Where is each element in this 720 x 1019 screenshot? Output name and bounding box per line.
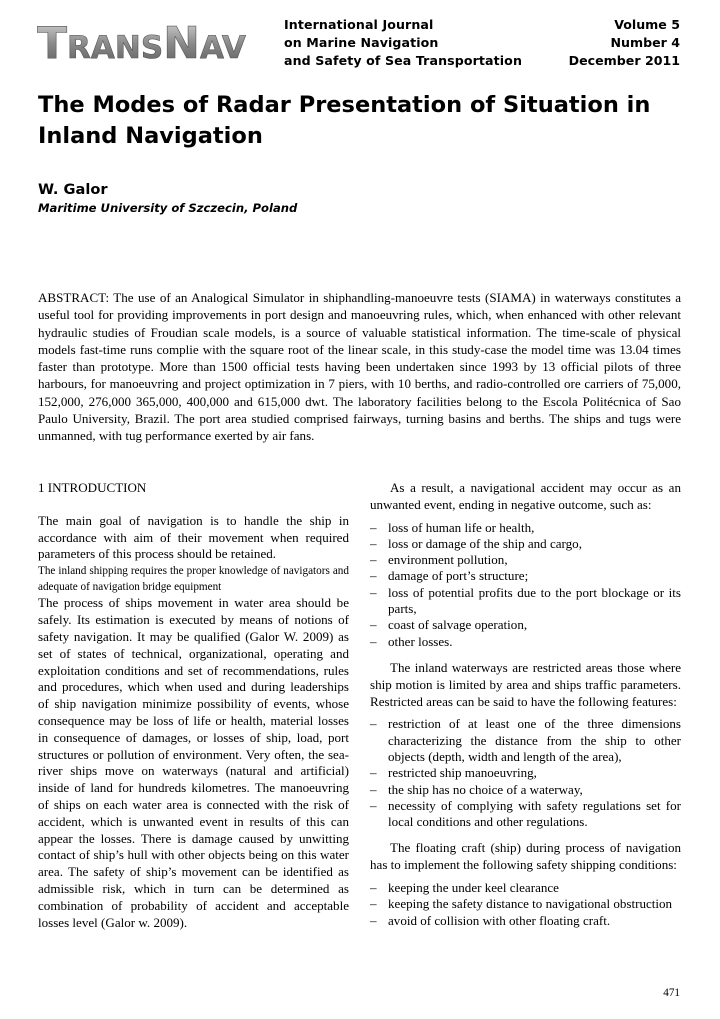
intro-paragraph-3: The process of ships movement in water area should be safely. Its estimation is executed by means of notions of safety navigation. It may be qualified (Galor W. 2009) as set of states of technical, organizational, operating and exploitation conditions and set of recommendations, rules and procedures, which when used and during leaderships of ship navigation minimize possibility of events, whose consequence may be loss of life or health, material losses in consequence of damages, or losses of ship, load, port structures or pollution of environment. Very often, the sea-river ships move on waterways (natural and artificial) inside of land for hundreds kilometres. The manoeuvring of ships on each water area is connected with the risk of accident, which is unwanted event in results of this can appear the losses. There is damage caused by unwitting contact of ship’s hull with other objects being on this water area. The safety of ship’s movement can be identified as admissible risk, which in turn can be determined as combination of probability of accident and acceptable losses level (Galor w. 2009). <box>38 595 349 930</box>
author-affiliation: Maritime University of Szczecin, Poland <box>38 201 298 215</box>
list-item: – the ship has no choice of a waterway, <box>370 782 681 798</box>
list-item: – avoid of collision with other floating craft. <box>370 913 681 929</box>
right-column <box>370 480 681 937</box>
features-list <box>370 716 681 830</box>
journal-line-3: and Safety of Sea Transportation <box>284 53 523 68</box>
volume: Volume 5 <box>614 17 680 32</box>
list-item: – loss or damage of the ship and cargo, <box>370 536 681 552</box>
intro-paragraph-1: The main goal of navigation is to handle the ship in accordance with aim of their movement when required parameters of this process should be retained. <box>38 512 349 562</box>
issue-date: December 2011 <box>568 53 680 68</box>
list-item: – restriction of at least one of the three dimensions characterizing the distance from the ship to other objects (depth, width and length of the area), <box>370 716 681 765</box>
intro-paragraph-2: The inland shipping requires the proper knowledge of navigators and adequate of navigation bridge equipment <box>38 565 349 594</box>
right-paragraph-2: The inland waterways are restricted areas those where ship motion is limited by area and ships traffic parameters. Restricted areas can be said to have the following features: <box>370 659 681 709</box>
right-paragraph-3: The floating craft (ship) during process of navigation has to implement the following safety shipping conditions: <box>370 840 681 873</box>
abstract: ABSTRACT: The use of an Analogical Simulator in shiphandling-manoeuvre tests (SIAMA) in waterways constitutes a useful tool for providing improvements in port design and manoeuvring rules, which, when enhanced with other relevant hydraulic studies of Froudian scale models, is a source of valuable statistical information. The time-scale of physical models fast-time runs complie with the square root of the linear scale, in this study-case the model time was 13.04 times faster than prototype. More than 1500 official tests having been undertaken since 1993 by 13 official pilots of three harbours, for manoeuvring and project optimization in 7 piers, with 10 berths, and radio-controlled ore carriers of 75,000, 152,000, 276,000 365,000, 400,000 and 615,000 dwt. The laboratory facilities belong to the Escola Politécnica of Sao Paulo University, Brazil. The port area studied comprised fairways, turning basins and berths. The ships and tugs were unmanned, with tug performance exerted by air fans. <box>38 290 681 444</box>
list-item: – coast of salvage operation, <box>370 617 681 633</box>
journal-name <box>284 16 522 70</box>
journal-line-1: International Journal <box>284 17 434 32</box>
conditions-list <box>370 880 681 929</box>
journal-line-2: on Marine Navigation <box>284 35 439 50</box>
svg-text:TRANSNAV: TRANSNAV <box>37 18 246 64</box>
list-item: – loss of potential profits due to the port blockage or its parts, <box>370 585 681 618</box>
section-heading: 1 INTRODUCTION <box>38 480 147 495</box>
list-item: – keeping the safety distance to navigational obstruction <box>370 896 681 912</box>
list-item: – damage of port’s structure; <box>370 568 681 584</box>
page-number: 471 <box>663 987 680 999</box>
list-item: – environment pollution, <box>370 552 681 568</box>
transnav-logo <box>37 14 277 64</box>
list-item: – other losses. <box>370 634 681 650</box>
issue-info <box>569 16 680 70</box>
list-item: – necessity of complying with safety regulations set for local conditions and other regulations. <box>370 798 681 831</box>
list-item: – restricted ship manoeuvring, <box>370 765 681 781</box>
consequence-list <box>370 520 681 650</box>
paper-title: The Modes of Radar Presentation of Situation in Inland Navigation <box>38 92 651 149</box>
list-item: – loss of human life or health, <box>370 520 681 536</box>
right-paragraph-1: As a result, a navigational accident may occur as an unwanted event, ending in negative outcome, such as: <box>370 480 681 512</box>
left-column <box>38 480 349 931</box>
issue-number: Number 4 <box>610 35 680 50</box>
author-name: W. Galor <box>38 181 108 198</box>
list-item: – keeping the under keel clearance <box>370 880 681 896</box>
